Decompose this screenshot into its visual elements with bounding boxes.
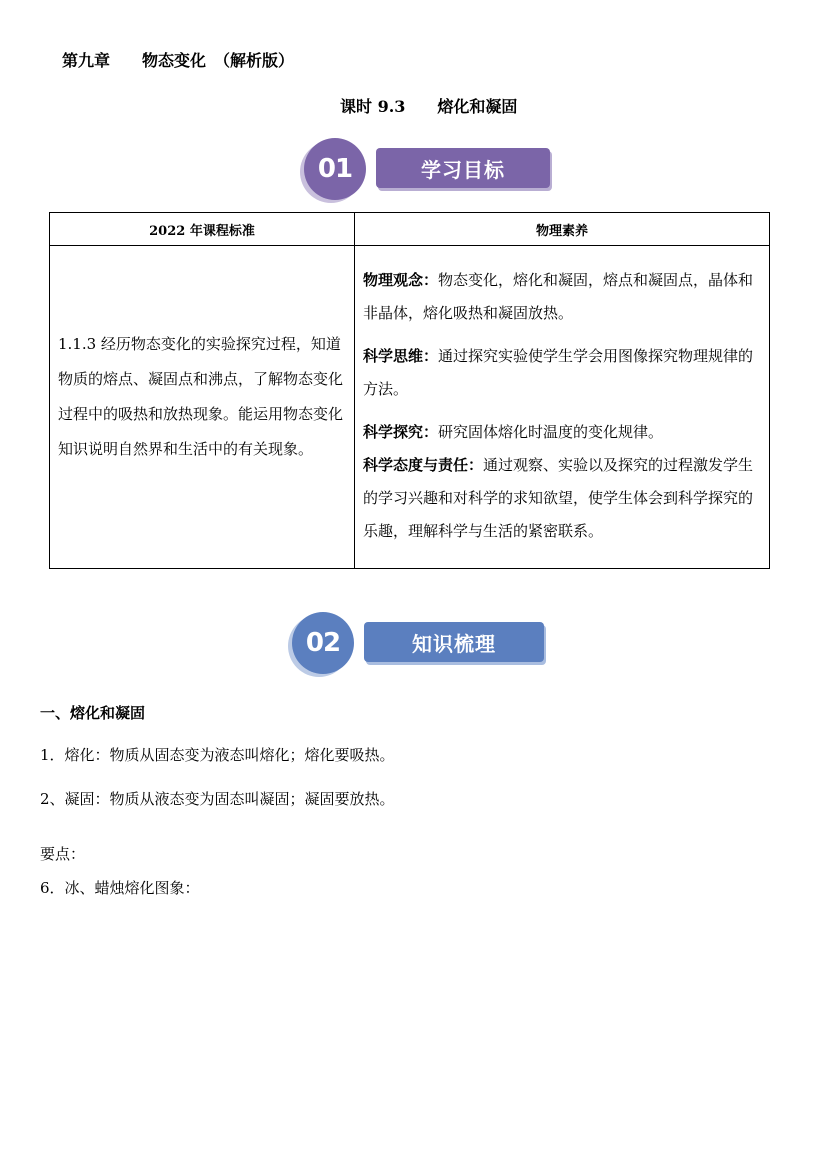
key-points-label: 要点： <box>40 845 86 863</box>
literacy-item: 科学态度与责任：通过观察、实验以及探究的过程激发学生的学习兴趣和对科学的求知欲望，使学生体会到科学探究的乐趣，理解科学与生活的紧密联系。 <box>363 456 754 540</box>
curriculum-standard-text: 1.1.3 经历物态变化的实验探究过程，知道物质的熔点、凝固点和沸点，了解物态变化过程中的吸热和放热现象。能运用物态变化知识说明自然界和生活中的有关现象。 <box>58 335 344 458</box>
section-title-knowledge: 知识梳理 <box>364 622 544 662</box>
section-banner-goals <box>300 136 555 202</box>
melting-graph-item: 6．冰、蜡烛熔化图象： <box>40 879 200 897</box>
chapter-title: 第九章 物态变化 （解析版） <box>62 51 295 70</box>
section-number-badge: 02 <box>292 612 354 674</box>
definition-melting: 1．熔化：物质从固态变为液态叫熔化；熔化要吸热。 <box>40 746 395 764</box>
section-banner-knowledge <box>288 610 550 678</box>
section-number-badge: 01 <box>304 138 366 200</box>
table-header-literacy: 物理素养 <box>355 213 770 246</box>
table-header-standard: 2022 年课程标准 <box>50 213 355 246</box>
definition-solidification: 2、凝固：物质从液态变为固态叫凝固；凝固要放热。 <box>40 790 395 808</box>
curriculum-standard-cell <box>50 246 355 569</box>
section-title-goals: 学习目标 <box>376 148 550 188</box>
goals-table <box>49 212 770 569</box>
literacy-item: 科学思维：通过探究实验使学生学会用图像探究物理规律的方法。 <box>363 347 754 398</box>
literacy-item: 物理观念：物态变化，熔化和凝固，熔点和凝固点，晶体和非晶体，熔化吸热和凝固放热。 <box>363 271 754 322</box>
literacy-cell <box>355 246 770 569</box>
literacy-item: 科学探究：研究固体熔化时温度的变化规律。 <box>363 423 664 441</box>
lesson-title: 课时 9.3 熔化和凝固 <box>340 97 518 116</box>
section-heading: 一、熔化和凝固 <box>40 704 146 722</box>
